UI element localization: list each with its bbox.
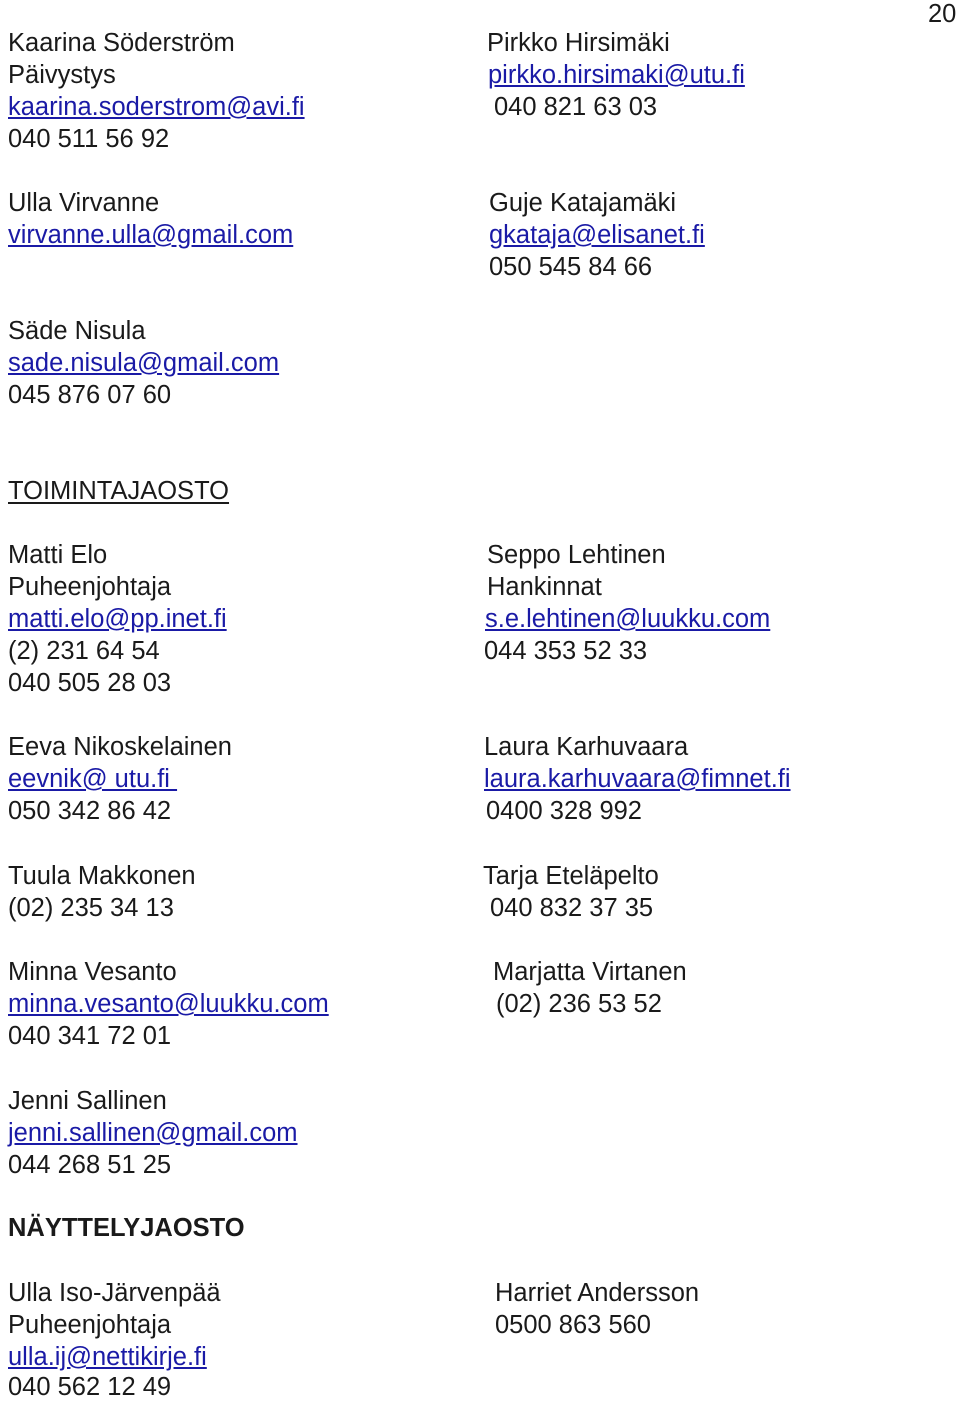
member-phone: 040 562 12 49 — [8, 1373, 172, 1401]
member-role: Hankinnat — [487, 573, 602, 601]
member-phone: 050 342 86 42 — [8, 797, 172, 825]
contact-name: Säde Nisula — [8, 317, 146, 345]
contact-name: Ulla Virvanne — [8, 189, 160, 217]
member-name: Minna Vesanto — [8, 958, 177, 986]
contact-email-link[interactable]: virvanne.ulla@gmail.com — [8, 221, 294, 249]
contact-name: Guje Katajamäki — [489, 189, 677, 217]
member-phone: (02) 235 34 13 — [8, 894, 174, 922]
contact-name: Kaarina Söderström — [8, 29, 235, 57]
member-email-link[interactable]: eevnik@ utu.fi — [8, 765, 178, 793]
contact-email-link[interactable]: pirkko.hirsimaki@utu.fi — [488, 61, 745, 89]
member-name: Tuula Makkonen — [8, 862, 196, 890]
member-phone: 0500 863 560 — [495, 1311, 651, 1339]
member-phone: 044 353 52 33 — [484, 637, 648, 665]
member-email-link[interactable]: ulla.ij@nettikirje.fi — [8, 1343, 207, 1371]
member-name: Ulla Iso-Järvenpää — [8, 1279, 221, 1307]
section-heading-toimintajaosto: TOIMINTAJAOSTO — [8, 477, 230, 505]
member-name: Marjatta Virtanen — [493, 958, 687, 986]
member-name: Eeva Nikoskelainen — [8, 733, 232, 761]
member-role: Puheenjohtaja — [8, 573, 172, 601]
contact-phone: 040 821 63 03 — [494, 93, 658, 121]
contact-phone: 050 545 84 66 — [489, 253, 653, 281]
member-name: Harriet Andersson — [495, 1279, 700, 1307]
member-role: Puheenjohtaja — [8, 1311, 172, 1339]
member-name: Matti Elo — [8, 541, 108, 569]
contact-email-link[interactable]: kaarina.soderstrom@avi.fi — [8, 93, 305, 121]
contact-name: Pirkko Hirsimäki — [487, 29, 670, 57]
contact-email-link[interactable]: sade.nisula@gmail.com — [8, 349, 280, 377]
member-phone: (02) 236 53 52 — [496, 990, 662, 1018]
member-phone: 0400 328 992 — [486, 797, 642, 825]
member-email-link[interactable]: laura.karhuvaara@fimnet.fi — [484, 765, 791, 793]
member-email-link[interactable]: s.e.lehtinen@luukku.com — [485, 605, 771, 633]
member-phone: 044 268 51 25 — [8, 1151, 172, 1179]
member-name: Tarja Eteläpelto — [483, 862, 659, 890]
member-name: Jenni Sallinen — [8, 1087, 167, 1115]
member-email-link[interactable]: matti.elo@pp.inet.fi — [8, 605, 227, 633]
contact-phone: 045 876 07 60 — [8, 381, 172, 409]
contact-role: Päivystys — [8, 61, 116, 89]
member-phone-secondary: 040 505 28 03 — [8, 669, 172, 697]
member-email-link[interactable]: jenni.sallinen@gmail.com — [8, 1119, 298, 1147]
page-number: 20 — [928, 0, 957, 28]
contact-email-link[interactable]: gkataja@elisanet.fi — [489, 221, 705, 249]
member-email-link[interactable]: minna.vesanto@luukku.com — [8, 990, 329, 1018]
member-name: Seppo Lehtinen — [487, 541, 666, 569]
contact-phone: 040 511 56 92 — [8, 125, 170, 153]
member-phone: (2) 231 64 54 — [8, 637, 160, 665]
section-heading-nayttelyjaosto: NÄYTTELYJAOSTO — [8, 1214, 245, 1242]
member-phone: 040 341 72 01 — [8, 1022, 172, 1050]
member-phone: 040 832 37 35 — [490, 894, 654, 922]
member-name: Laura Karhuvaara — [484, 733, 689, 761]
